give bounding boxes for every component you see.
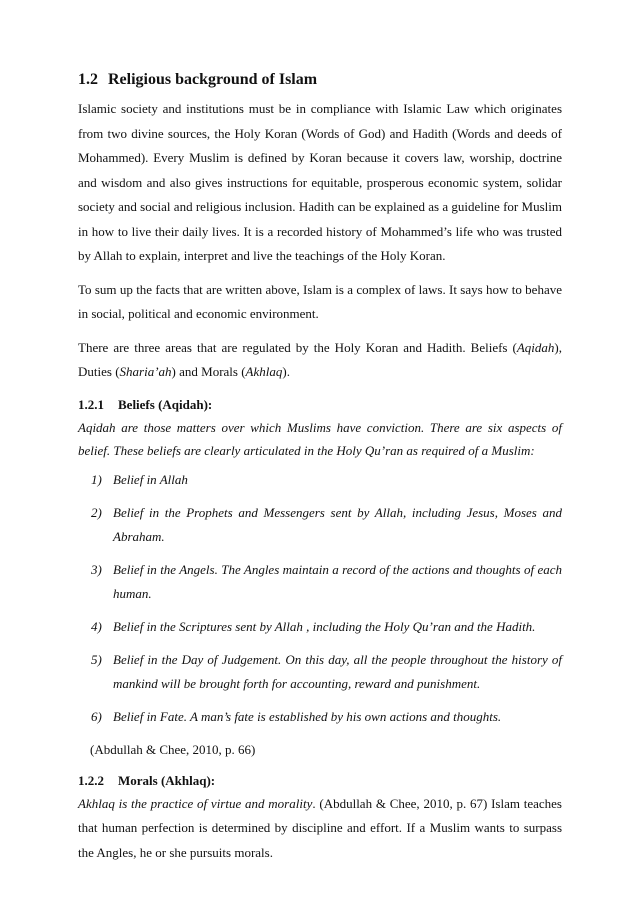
paragraph-sources: Islamic society and institutions must be in compliance with Islamic Law which originates from two divine sources, the Holy Koran (Words of God) and Hadith (Words and deeds of Mohammed). Every Muslim is defined by Koran because it covers law, worship, doctrine and wisdom and also gives instructions for equitable, prosperous economic system, solidar society and social and religious inclusion. Hadith can be explained as a guideline for Muslim in how to live their daily lives. It is a recorded history of Mohammed’s life who was trusted by Allah to explain, interpret and live the teachings of the Holy Koran. bbox=[78, 101, 562, 263]
list-item bbox=[78, 705, 562, 729]
subsection-number: 1.2.2 bbox=[78, 772, 104, 788]
text-run: ), Duties ( bbox=[78, 339, 562, 379]
list-item bbox=[78, 501, 562, 549]
list-item-text: Belief in the Day of Judgement. On this day, all the people throughout the history of mankind will be brought forth for accounting, reward and punishment. bbox=[113, 651, 562, 691]
list-item bbox=[78, 558, 562, 606]
beliefs-citation: (Abdullah & Chee, 2010, p. 66) bbox=[90, 741, 256, 757]
list-marker: 1) bbox=[91, 471, 102, 487]
morals-paragraph bbox=[78, 792, 562, 866]
subsection-heading-morals bbox=[78, 770, 562, 792]
text-run: ) and Morals ( bbox=[171, 364, 246, 379]
list-item-text: Belief in the Prophets and Messengers sent by Allah, including Jesus, Moses and Abraham. bbox=[113, 504, 562, 544]
list-marker: 6) bbox=[91, 708, 102, 724]
list-item-text: Belief in Allah bbox=[113, 471, 188, 487]
subsection-heading-beliefs bbox=[78, 394, 562, 416]
list-item bbox=[78, 648, 562, 696]
paragraph-summary: To sum up the facts that are written above, Islam is a complex of laws. It says how to behave in social, political and economic environment. bbox=[78, 281, 562, 321]
list-marker: 3) bbox=[91, 561, 102, 577]
term-shariah: Sharia’ah bbox=[119, 364, 172, 379]
akhlaq-definition: Akhlaq is the practice of virtue and morality bbox=[78, 795, 313, 811]
document-page bbox=[78, 70, 562, 874]
list-item-text: Belief in Fate. A man’s fate is established by his own actions and thoughts. bbox=[113, 708, 502, 724]
list-marker: 4) bbox=[91, 618, 102, 634]
subsection-title: Morals (Akhlaq): bbox=[118, 772, 216, 788]
beliefs-intro: Aqidah are those matters over which Muslims have conviction. There are six aspects of belief. These beliefs are clearly articulated in the Holy Qu’ran as required of a Muslim: bbox=[78, 419, 562, 458]
morals-body: . (Abdullah & Chee, 2010, p. 67) Islam teaches that human perfection is determined by discipline and effort. If a Muslim wants to surpass the Angles, he or she pursuits morals. bbox=[78, 795, 562, 860]
subsection-title: Beliefs (Aqidah): bbox=[118, 396, 213, 412]
beliefs-list bbox=[78, 468, 562, 729]
list-item bbox=[78, 615, 562, 639]
text-run: ). bbox=[282, 364, 290, 379]
section-title: Religious background of Islam bbox=[108, 71, 318, 88]
term-akhlaq: Akhlaq bbox=[245, 364, 283, 379]
text-run: There are three areas that are regulated by the Holy Koran and Hadith. Beliefs ( bbox=[78, 339, 517, 355]
list-marker: 5) bbox=[91, 651, 102, 667]
list-item-text: Belief in the Angels. The Angles maintain a record of the actions and thoughts of each human. bbox=[113, 561, 562, 601]
section-heading bbox=[78, 70, 562, 90]
list-item-text: Belief in the Scriptures sent by Allah , including the Holy Qu’ran and the Hadith. bbox=[113, 618, 536, 634]
term-aqidah: Aqidah bbox=[516, 339, 555, 355]
subsection-number: 1.2.1 bbox=[78, 396, 104, 412]
paragraph-three-areas bbox=[78, 336, 562, 385]
list-marker: 2) bbox=[91, 504, 102, 520]
section-number: 1.2 bbox=[78, 71, 98, 88]
list-item bbox=[78, 468, 562, 492]
